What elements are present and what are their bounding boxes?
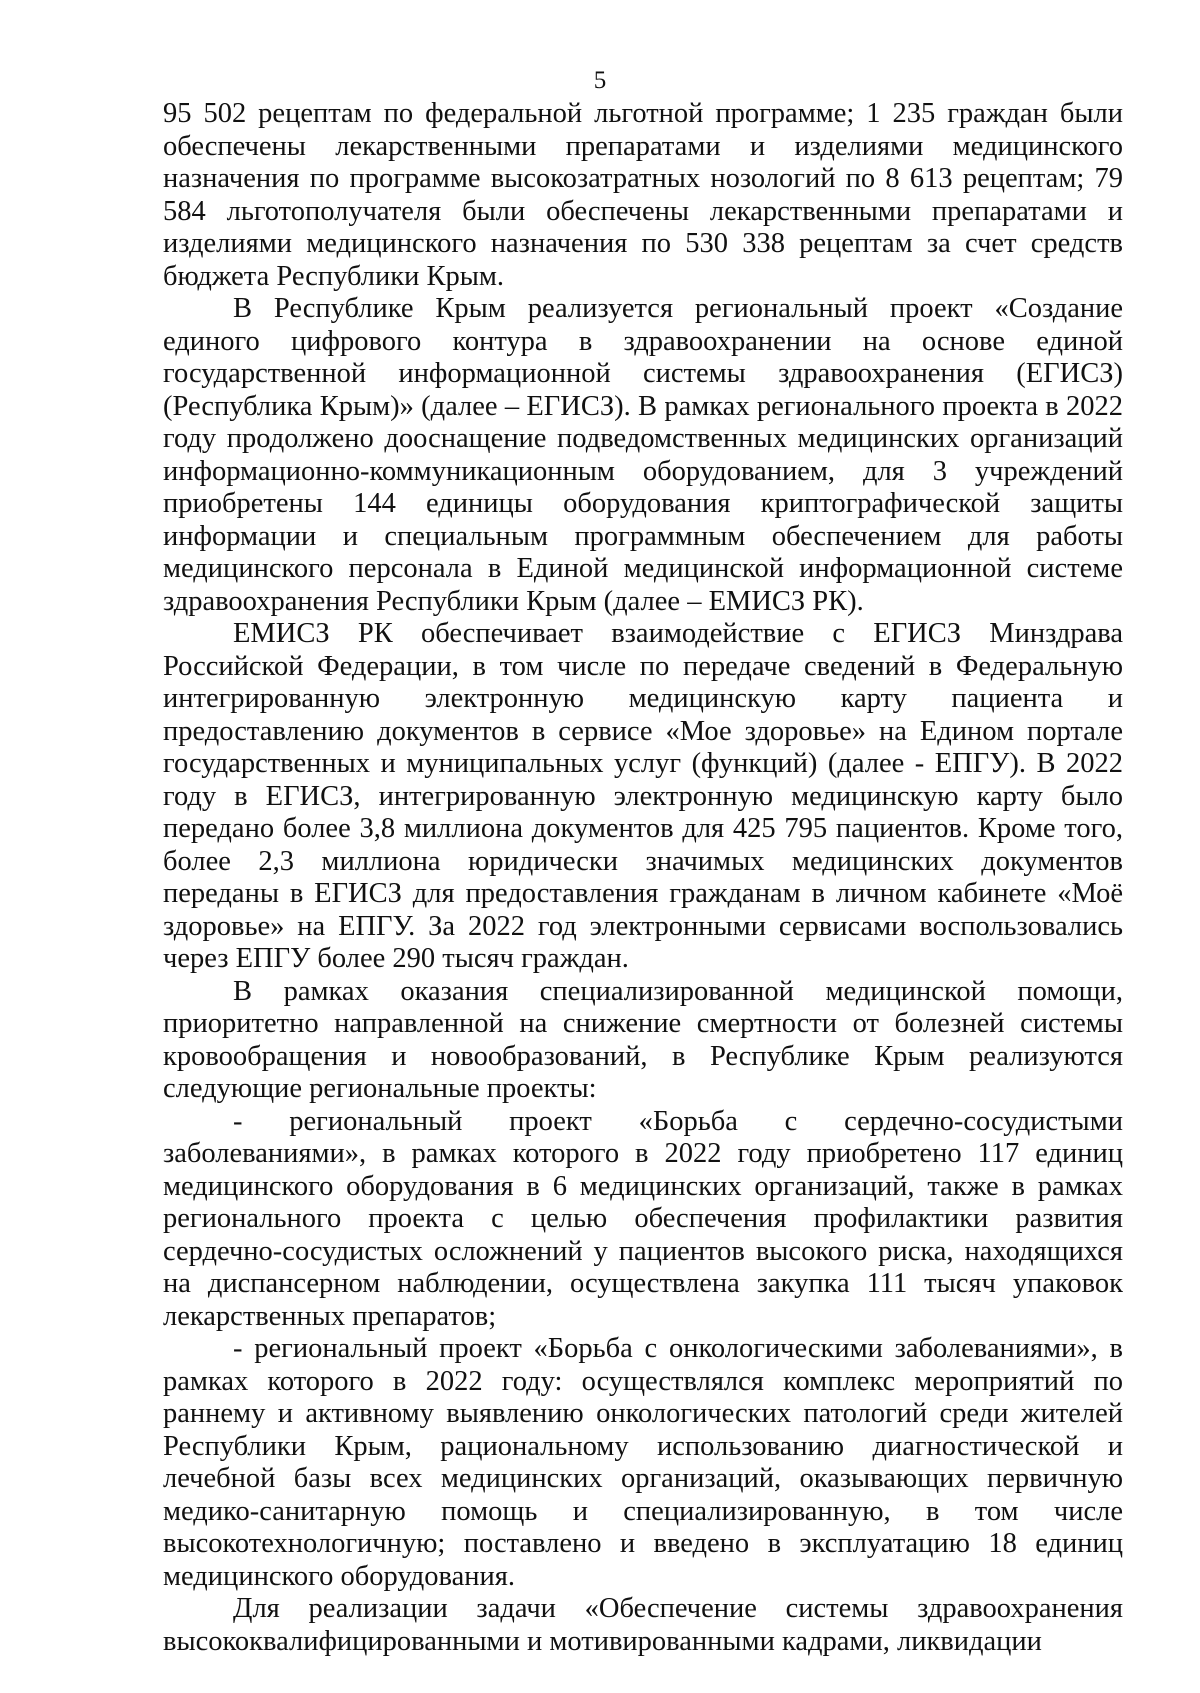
document-body [163, 98, 1123, 1658]
paragraph-emisz-interaction: ЕМИСЗ РК обеспечивает взаимодействие с ЕГИСЗ Минздрава Российской Федерации, в том числе по передаче сведений в Федеральную интегрированную электронную медицинскую карту пациента и предоставлению документов в сервисе «Мое здоровье» на Едином портале государственных и муниципальных услуг (функций) (далее - ЕПГУ). В 2022 году в ЕГИСЗ, интегрированную электронную медицинскую карту было передано более 3,8 миллиона документов для 425 795 пациентов. Кроме того, более 2,3 миллиона юридически значимых медицинских документов переданы в ЕГИСЗ для предоставления гражданам в личном кабинете «Моё здоровье» на ЕПГУ. За 2022 год электронными сервисами воспользовались через ЕПГУ более 290 тысяч граждан. [163, 618, 1123, 974]
paragraph-staffing-task: Для реализации задачи «Обеспечение системы здравоохранения высококвалифицированными и мотивированными кадрами, ликвидации [163, 1593, 1123, 1657]
paragraph-specialized-care: В рамках оказания специализированной медицинской помощи, приоритетно направленной на снижение смертности от болезней системы кровообращения и новообразований, в Республике Крым реализуются следующие региональные проекты: [163, 975, 1123, 1104]
page-number: 5 [593, 67, 607, 94]
paragraph-prescriptions: 95 502 рецептам по федеральной льготной программе; 1 235 граждан были обеспечены лекарственными препаратами и изделиями медицинского назначения по программе высокозатратных нозологий по 8 613 рецептам; 79 584 льготополучателя были обеспечены лекарственными препаратами и изделиями медицинского назначения по 530 338 рецептам за счет средств бюджета Республики Крым. [163, 98, 1123, 292]
paragraph-egisz-project: В Республике Крым реализуется региональный проект «Создание единого цифрового контура в здравоохранении на основе единой государственной информационной системы здравоохранения (ЕГИСЗ) (Республика Крым)» (далее – ЕГИСЗ). В рамках регионального проекта в 2022 году продолжено дооснащение подведомственных медицинских организаций информационно-коммуникационным оборудованием, для 3 учреждений приобретены 144 единицы оборудования криптографической защиты информации и специальным программным обеспечением для работы медицинского персонала в Единой медицинской информационной системе здравоохранения Республики Крым (далее – ЕМИСЗ РК). [163, 293, 1123, 617]
paragraph-cardio-project: - региональный проект «Борьба с сердечно-сосудистыми заболеваниями», в рамках которого в 2022 году приобретено 117 единиц медицинского оборудования в 6 медицинских организаций, также в рамках регионального проекта с целью обеспечения профилактики развития сердечно-сосудистых осложнений у пациентов высокого риска, находящихся на диспансерном наблюдении, осуществлена закупка 111 тысяч упаковок лекарственных препаратов; [163, 1105, 1123, 1332]
paragraph-oncology-project: - региональный проект «Борьба с онкологическими заболеваниями», в рамках которого в 2022 году: осуществлялся комплекс мероприятий по раннему и активному выявлению онкологических патологий среди жителей Республики Крым, рациональному использованию диагностической и лечебной базы всех медицинских организаций, оказывающих первичную медико-санитарную помощь и специализированную, в том числе высокотехнологичную; поставлено и введено в эксплуатацию 18 единиц медицинского оборудования. [163, 1333, 1123, 1592]
